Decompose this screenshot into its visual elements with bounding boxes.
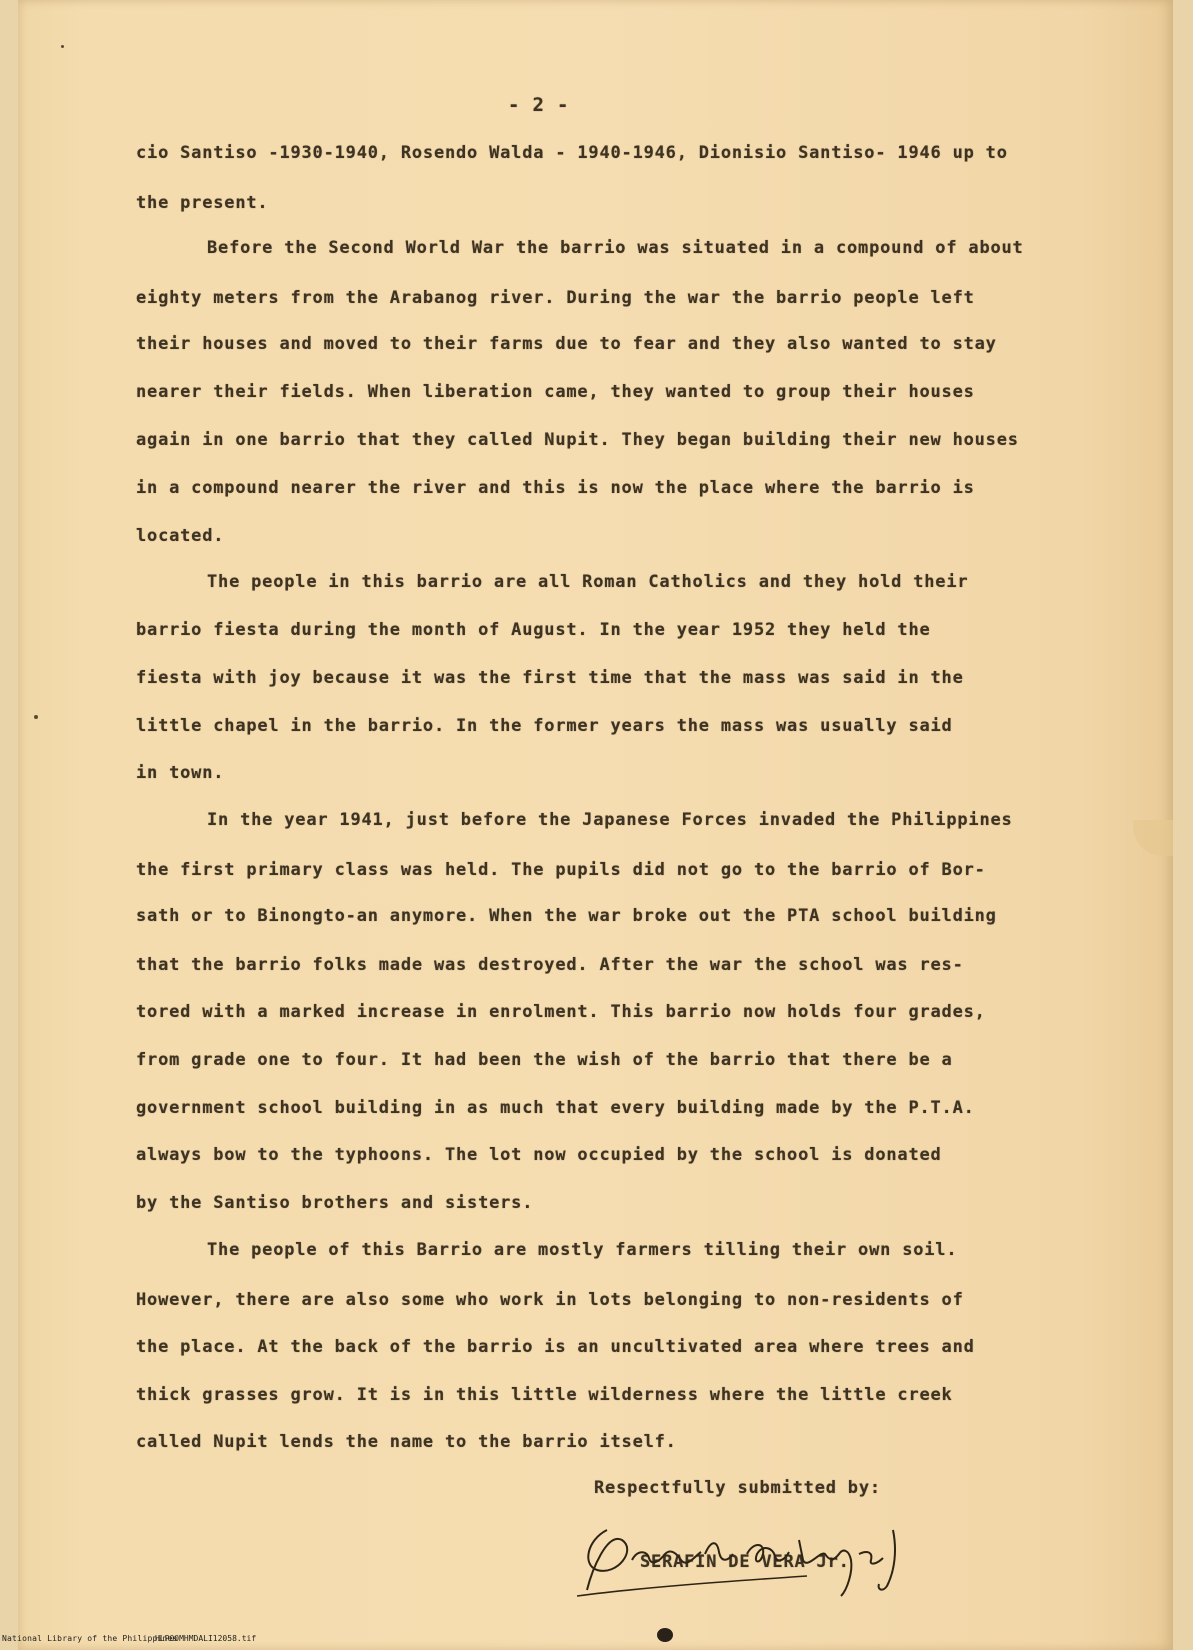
text-line: by the Santiso brothers and sisters. [136,1193,534,1213]
text-line: from grade one to four. It had been the wish of the barrio that there be a [136,1050,953,1070]
text-line: eighty meters from the Arabanog river. During the war the barrio people left [136,288,975,308]
text-line: always bow to the typhoons. The lot now occupied by the school is donated [136,1145,942,1165]
footer-credit: National Library of the Philippines [2,1634,178,1643]
text-line: little chapel in the barrio. In the former years the mass was usually said [136,716,953,736]
text-line: called Nupit lends the name to the barrio itself. [136,1432,677,1452]
text-line: The people in this barrio are all Roman Catholics and they hold their [207,572,969,592]
text-line: thick grasses grow. It is in this little wilderness where the little creek [136,1385,953,1405]
text-line: The people of this Barrio are mostly farmers tilling their own soil. [207,1240,958,1260]
text-line: the first primary class was held. The pupils did not go to the barrio of Bor- [136,860,986,880]
text-line: their houses and moved to their farms due to fear and they also wanted to stay [136,334,997,354]
text-line: located. [136,526,225,546]
text-line: Before the Second World War the barrio was situated in a compound of about [207,238,1024,258]
text-line: again in one barrio that they called Nupit. They began building their new houses [136,430,1019,450]
ink-speck [34,715,38,719]
ink-speck [61,45,64,48]
text-line: the present. [136,193,269,213]
signer-name: SERAFIN DE VERA Jr. [640,1552,850,1572]
text-line: However, there are also some who work in lots belonging to non-residents of [136,1290,964,1310]
text-line: sath or to Binongto-an anymore. When the war broke out the PTA school building [136,906,997,926]
page-number: - 2 - [508,94,570,116]
footer-file-id: HLP00MHMDALI12058.tif [155,1634,257,1643]
handwritten-signature [577,1510,917,1600]
binding-hole [657,1628,673,1642]
text-line: the place. At the back of the barrio is an uncultivated area where trees and [136,1337,975,1357]
text-line: government school building in as much that every building made by the P.T.A. [136,1098,975,1118]
text-line: in town. [136,763,225,783]
closing-line: Respectfully submitted by: [594,1478,881,1498]
text-line: that the barrio folks made was destroyed. After the war the school was res- [136,955,964,975]
text-line: tored with a marked increase in enrolment. This barrio now holds four grades, [136,1002,986,1022]
text-line: cio Santiso -1930-1940, Rosendo Walda - 1940-1946, Dionisio Santiso- 1946 up to [136,143,1008,163]
text-line: barrio fiesta during the month of August. In the year 1952 they held the [136,620,931,640]
text-line: nearer their fields. When liberation came, they wanted to group their houses [136,382,975,402]
text-line: fiesta with joy because it was the first time that the mass was said in the [136,668,964,688]
text-line: in a compound nearer the river and this is now the place where the barrio is [136,478,975,498]
text-line: In the year 1941, just before the Japanese Forces invaded the Philippines [207,810,1013,830]
